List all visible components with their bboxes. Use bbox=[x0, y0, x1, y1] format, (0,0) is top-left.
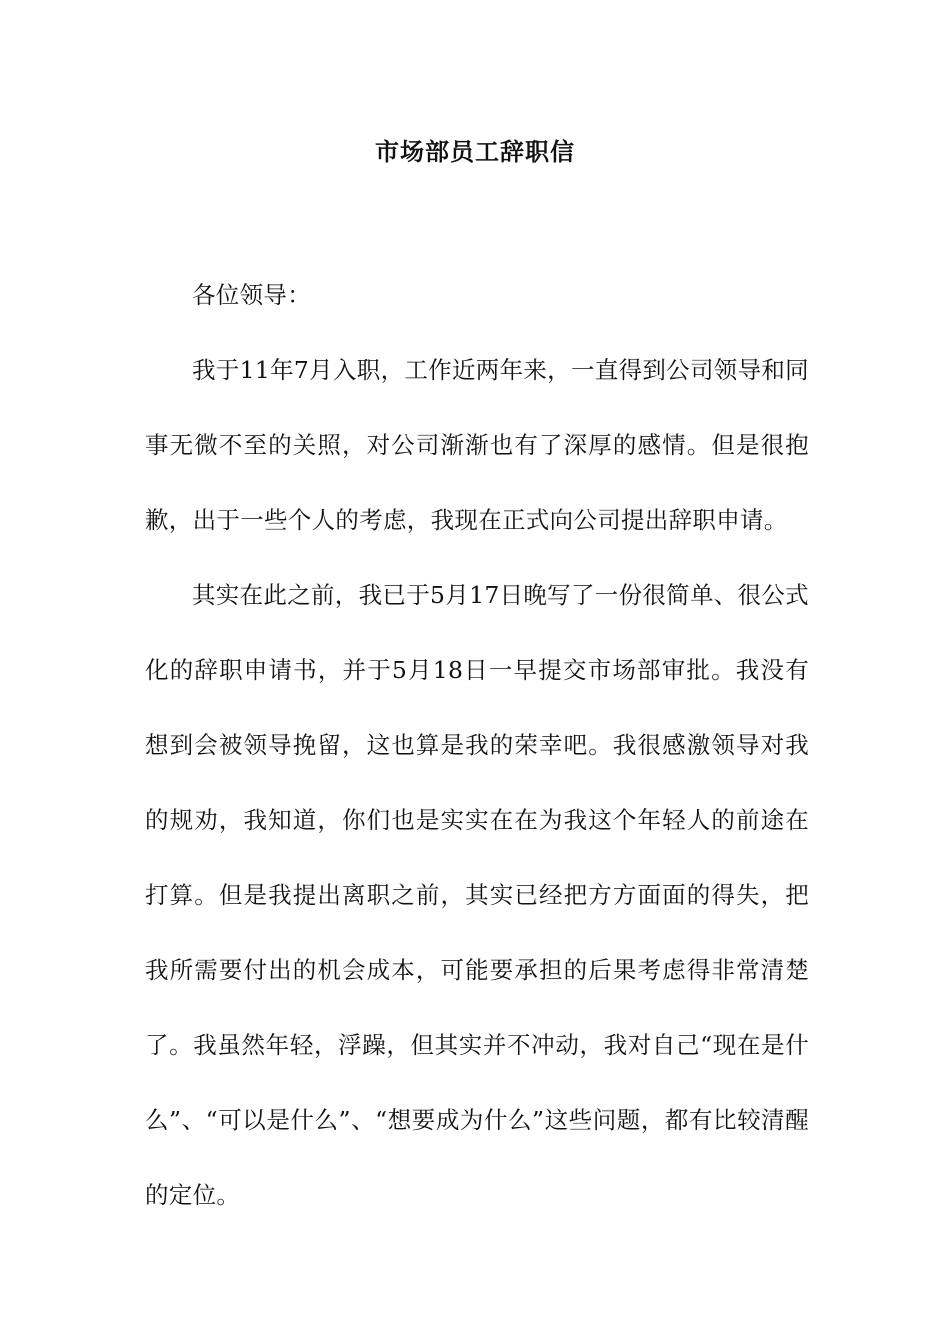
salutation: 各位领导： bbox=[192, 281, 311, 309]
paragraph-1: 我于11年7月入职，工作近两年来，一直得到公司领导和同事无微不至的关照，对公司渐渐也有了深厚的感情。但是很抱歉，出于一些个人的考虑，我现在正式向公司提出辞职申请。 bbox=[145, 356, 809, 534]
letter-body bbox=[145, 258, 809, 1233]
paragraph-2: 其实在此之前，我已于5月17日晚写了一份很简单、很公式化的辞职申请书，并于5月18日一早提交市场部审批。我没有想到会被领导挽留，这也算是我的荣幸吧。我很感激领导对我的规劝，我知道，你们也是实实在在为我这个年轻人的前途在打算。但是我提出离职之前，其实已经把方方面面的得失，把我所需要付出的机会成本，可能要承担的后果考虑得非常清楚了。我虽然年轻，浮躁，但其实并不冲动，我对自己“现在是什么”、“可以是什么”、“想要成为什么”这些问题，都有比较清醒的定位。 bbox=[145, 581, 809, 1209]
document-title: 市场部员工辞职信 bbox=[375, 137, 575, 166]
